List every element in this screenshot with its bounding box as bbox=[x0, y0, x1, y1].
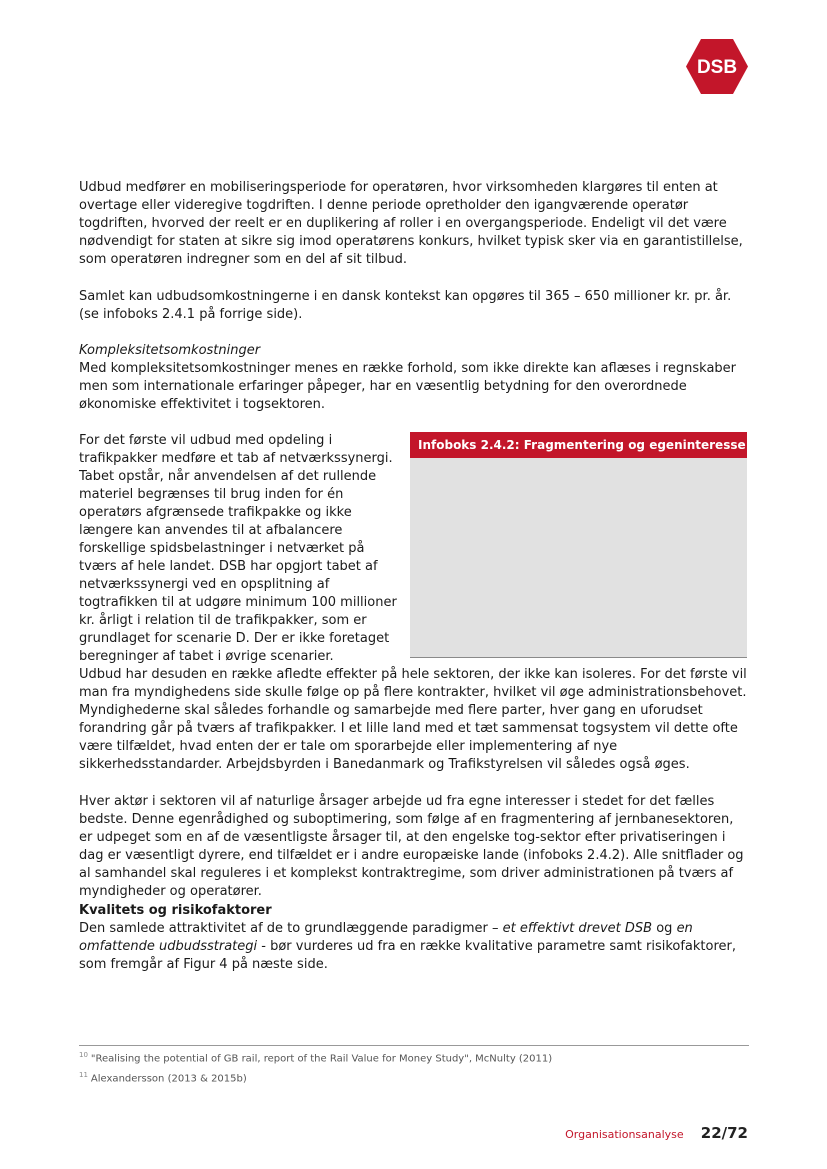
footnote-text: Alexandersson (2013 & 2015b) bbox=[90, 1073, 247, 1085]
logo-text: DSB bbox=[696, 57, 738, 78]
text-segment: og bbox=[652, 921, 677, 936]
paragraph-tender-costs: Samlet kan udbudsomkostningerne i en dansk kontekst kan opgøres til 365 – 650 millioner kr. pr. år. (se infoboks 2.4.1 på forrige side). bbox=[79, 289, 732, 322]
footnote-number: 11 bbox=[79, 1071, 88, 1079]
page-footer bbox=[565, 1123, 748, 1142]
paragraph-quality-risk bbox=[79, 902, 749, 974]
footnote-text: "Realising the potential of GB rail, report of the Rail Value for Money Study", McNulty (2011) bbox=[90, 1053, 553, 1065]
footnote-11 bbox=[79, 1071, 247, 1084]
emphasis-tender-strategy: en omfattende udbudsstrategi bbox=[79, 921, 693, 954]
paragraph-self-interest: Hver aktør i sektoren vil af naturlige årsager arbejde ud fra egne interesser i stedet for det fælles bedste. Denne egenrådighed og suboptimering, som følge af en fragmentering af jernbanesektoren, er udpeget som en af de væsentligste årsager til, at den engelske tog-sektor efter privatiseringen i dag er væsentligt dyrere, end tilfældet er i andre europæiske lande (infoboks 2.4.2). Alle snitflader og al samhandel skal reguleres i et komplekst kontraktregime, som driver administrationen på tværs af myndigheder og operatører. bbox=[79, 794, 744, 899]
paragraph-mobilization: Udbud medfører en mobiliseringsperiode for operatøren, hvor virksomheden klargøres til enten at overtage eller videregive togdriften. I denne periode opretholder den igangværende operatør togdriften, hvorved der reelt er en duplikering af roller i en overgangsperiode. Endeligt vil det være nødvendigt for staten at sikre sig imod operatørens konkurs, hvilket typisk sker via en garantistillelse, som operatøren indregner som en del af sit tilbud. bbox=[79, 180, 743, 267]
footnote-number: 10 bbox=[79, 1051, 88, 1059]
section-name: Organisationsanalyse bbox=[565, 1128, 684, 1141]
text-segment: Den samlede attraktivitet af de to grundlæggende paradigmer – bbox=[79, 921, 503, 936]
paragraph-derived-effects: Udbud har desuden en række afledte effekter på hele sektoren, der ikke kan isoleres. For det første vil man fra myndighedens side skulle følge op på flere kontrakter, hvilket vil øge administrationsbehovet. Myndighederne skal således forhandle og samarbejde med flere parter, hver gang en uforudset forandring går på tværs af trafikpakker. I et lille land med et tæt sammensat togsystem vil dette ofte være tilfældet, hvad enten der er tale om sporarbejde eller implementering af nye sikkerhedsstandarder. Arbejdsbyrden i Banedanmark og Trafikstyrelsen vil således også øges. bbox=[79, 667, 747, 772]
infobox-fragmentation bbox=[410, 432, 747, 658]
dsb-logo-mark bbox=[686, 38, 748, 95]
infobox-title: Infoboks 2.4.2: Fragmentering og egeninteresse bbox=[410, 432, 747, 458]
paragraph-complexity-body: Med kompleksitetsomkostninger menes en række forhold, som ikke direkte kan aflæses i regnskaber men som internationale erfaringer påpeger, har en væsentlig betydning for den overordnede økonomiske effektivitet i togsektoren. bbox=[79, 361, 737, 412]
subheading-complexity-costs: Kompleksitetsomkostninger bbox=[79, 343, 261, 358]
dsb-logo bbox=[686, 38, 748, 95]
text-segment: - bør vurderes ud fra en række kvalitative parametre samt risikofaktorer, som fremgår af Figur 4 på næste side. bbox=[79, 939, 737, 972]
emphasis-efficient-dsb: et effektivt drevet DSB bbox=[502, 921, 653, 936]
footnote-divider bbox=[79, 1045, 749, 1046]
heading-quality-risk: Kvalitets og risikofaktorer bbox=[79, 903, 272, 918]
footnote-10 bbox=[79, 1051, 552, 1064]
paragraph-complexity bbox=[79, 342, 749, 414]
paragraph-network-synergy: For det første vil udbud med opdeling i trafikpakker medføre et tab af netværkssynergi. Tabet opstår, når anvendelsen af det rullende materiel begrænses til brug inden for én operatørs afgrænsede trafikpakke og ikke længere kan anvendes til at afbalancere forskellige spidsbelastninger i netværket på tværs af hele landet. DSB har opgjort tabet af netværkssynergi ved en opsplitning af togtrafikken til at udgøre minimum 100 millioner kr. årligt i relation til de trafikpakker, som er grundlaget for scenarie D. Der er ikke foretaget beregninger af tabet i øvrige scenarier. bbox=[79, 433, 397, 664]
page-number: 22/72 bbox=[700, 1124, 748, 1142]
